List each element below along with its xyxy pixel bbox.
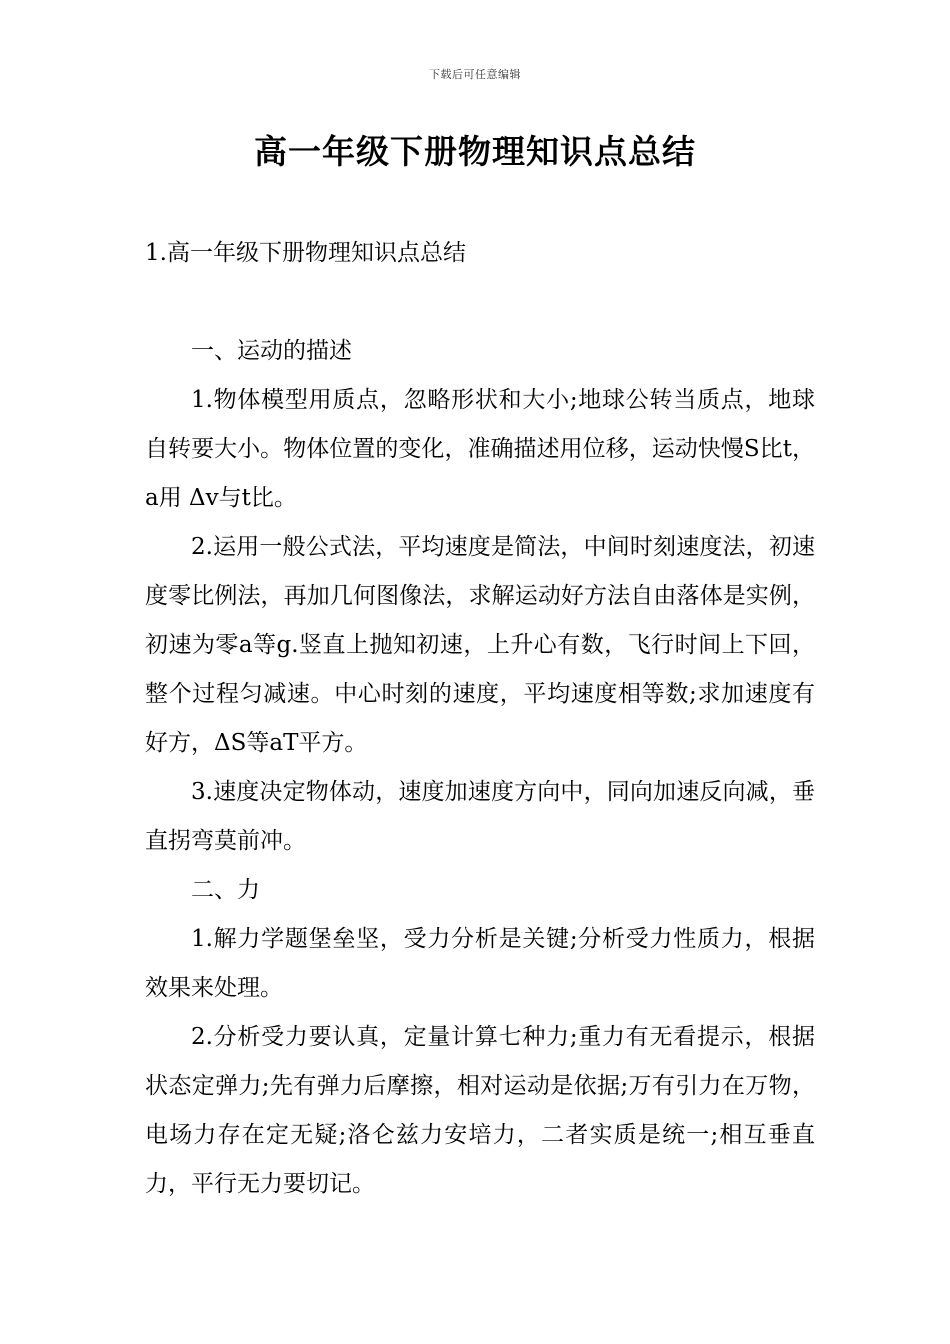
header-note: 下载后可任意编辑 xyxy=(429,68,521,81)
section-heading-motion: 一、运动的描述 xyxy=(191,338,352,364)
paragraph-motion-1: 1.物体模型用质点，忽略形状和大小;地球公转当质点，地球自转要大小。物体位置的变化，准确描述用位移，运动快慢S比t，a用 Δv与t比。 xyxy=(145,387,815,511)
document-title: 高一年级下册物理知识点总结 xyxy=(254,132,696,171)
section-subtitle: 1.高一年级下册物理知识点总结 xyxy=(145,240,466,266)
document-body xyxy=(145,327,815,1209)
section-heading-force: 二、力 xyxy=(191,877,260,903)
paragraph-force-2: 2.分析受力要认真，定量计算七种力;重力有无看提示，根据状态定弹力;先有弹力后摩擦，相对运动是依据;万有引力在万物，电场力存在定无疑;洛仑兹力安培力，二者实质是统一;相互垂直力，平行无力要切记。 xyxy=(145,1024,815,1197)
paragraph-motion-2: 2.运用一般公式法，平均速度是简法，中间时刻速度法，初速度零比例法，再加几何图像法，求解运动好方法自由落体是实例，初速为零a等g.竖直上抛知初速，上升心有数，飞行时间上下回，整个过程匀减速。中心时刻的速度，平均速度相等数;求加速度有好方，ΔS等aT平方。 xyxy=(145,534,815,756)
paragraph-force-1: 1.解力学题堡垒坚，受力分析是关键;分析受力性质力，根据效果来处理。 xyxy=(145,926,815,1001)
paragraph-motion-3: 3.速度决定物体动，速度加速度方向中，同向加速反向减，垂直拐弯莫前冲。 xyxy=(145,779,815,854)
